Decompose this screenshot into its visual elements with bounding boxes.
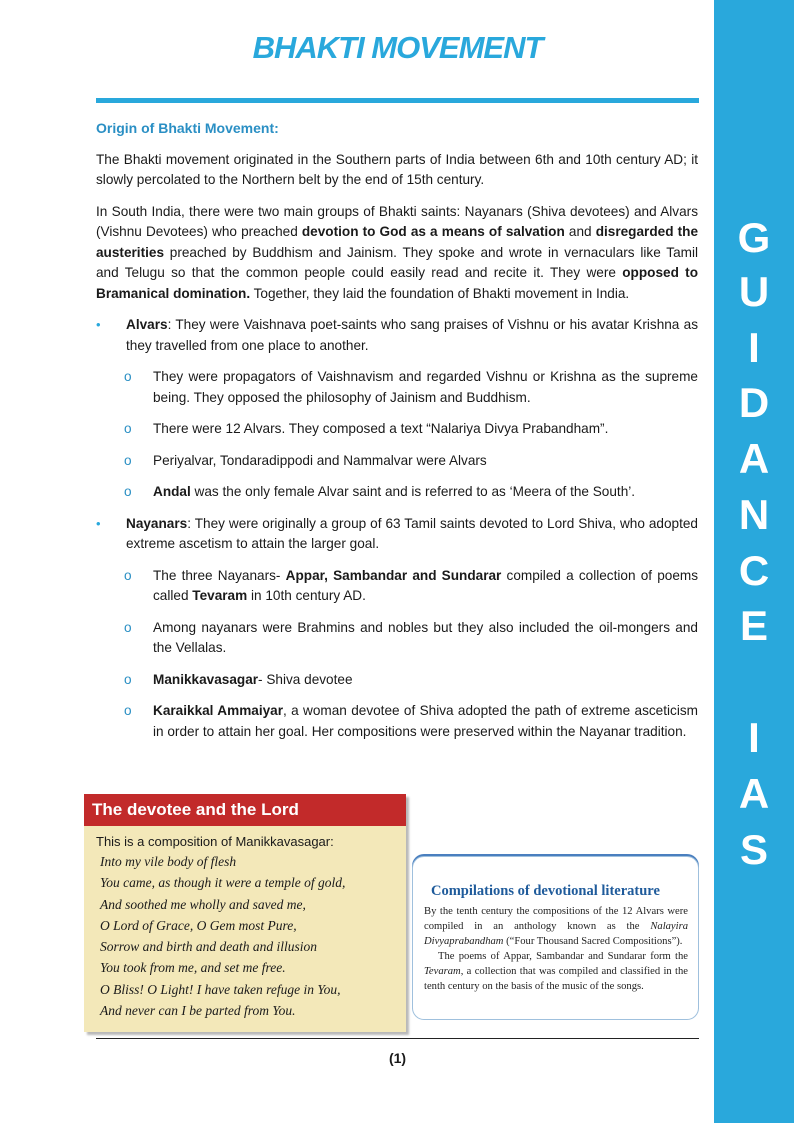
text-run: The three Nayanars- <box>153 567 286 583</box>
page-title: BHAKTI MOVEMENT <box>252 30 543 65</box>
text-run: preached by Buddhism and Jainism. They spoke and wrote in vernaculars like Tamil and Telugu so that the common people could easily read and recite it. They were <box>96 244 698 280</box>
bold-text: opposed to Bramanical domination. <box>96 265 699 301</box>
sidebar-letter: G <box>737 214 771 261</box>
bullet-nayanars <box>96 514 698 555</box>
bold-text: Manikkavasagar <box>153 671 259 687</box>
sidebar-letter: I <box>748 324 760 371</box>
sidebar-letter: E <box>739 602 768 649</box>
bullet-label: Nayanars <box>126 515 188 531</box>
sub-item-text: They were propagators of Vaishnavism and regarded Vishnu or Krishna as the supreme being. They opposed the philosophy of Jainism and Buddhism. <box>153 369 698 405</box>
sub-item <box>96 419 698 440</box>
compilations-box <box>412 856 699 1020</box>
title-divider <box>96 98 699 103</box>
sub-bullet-icon: o <box>124 671 132 687</box>
bold-text: Karaikkal Ammaiyar <box>153 703 284 718</box>
sub-item-text: There were 12 Alvars. They composed a text “Nalariya Divya Prabandham”. <box>153 421 609 436</box>
sub-item <box>96 618 698 659</box>
bullet-icon: • <box>96 515 101 531</box>
poem-line: O Lord of Grace, O Gem most Pure, <box>100 917 297 933</box>
text-run: The poems of Appar, Sambandar and Sundarar form the <box>438 951 688 962</box>
bullet-text: : They were originally a group of 63 Tamil saints devoted to Lord Shiva, who adopted extreme ascetism to attain the larger goal. <box>126 515 698 551</box>
box-heading: The devotee and the Lord <box>84 794 406 826</box>
box-text <box>413 949 698 994</box>
poem <box>84 849 406 1021</box>
sidebar-letter: A <box>738 435 770 482</box>
poem-line: Sorrow and birth and death and illusion <box>100 939 318 955</box>
sub-item-text: Periyalvar, Tondaradippodi and Nammalvar were Alvars <box>153 452 487 468</box>
sub-bullet-icon: o <box>124 421 132 436</box>
sidebar-letter: C <box>738 547 770 594</box>
bold-text: Tevaram <box>192 588 248 603</box>
sub-item-text: was the only female Alvar saint and is referred to as ‘Meera of the South’. <box>190 484 636 499</box>
sidebar-letter: N <box>738 491 770 538</box>
text-run: compiled a collection of poems called <box>153 567 699 603</box>
sub-item <box>96 367 698 408</box>
bold-text: devotion to God as a means of salvation <box>301 224 565 239</box>
text-run: and <box>564 224 596 239</box>
sub-bullet-icon: o <box>124 703 132 718</box>
sub-item <box>96 482 698 503</box>
sub-bullet-icon: o <box>124 567 132 583</box>
text-run: In South India, there were two main groups of Bhakti saints: Nayanars (Shiva devotees) and Alvars (Vishnu Devotees) who preached <box>96 203 698 239</box>
italic-text: Tevaram <box>424 966 461 977</box>
text-run: (“Four Thousand Sacred Compositions”). <box>503 936 683 947</box>
sub-bullet-icon: o <box>124 452 132 468</box>
sub-item <box>96 451 698 472</box>
footer-divider <box>96 1038 699 1039</box>
box-heading: Compilations of devotional literature <box>431 883 660 899</box>
text-run: By the tenth century the compositions of the 12 Alvars were compiled in an anthology known as the <box>424 906 688 932</box>
main-content <box>96 118 698 753</box>
devotee-lord-box <box>84 794 406 1032</box>
poem-line: You took from me, and set me free. <box>100 960 286 976</box>
sidebar-letter: I <box>748 714 760 761</box>
bullet-label: Alvars <box>126 317 168 332</box>
intro-paragraph: The Bhakti movement originated in the Southern parts of India between 6th and 10th century AD; it slowly percolated to the Northern belt by the end of 15th century. <box>96 151 698 187</box>
poem-line: And never can I be parted from You. <box>100 1003 296 1019</box>
sub-bullet-icon: o <box>124 619 132 635</box>
poem-line: You came, as though it were a temple of gold, <box>100 875 346 891</box>
text-run: in 10th century AD. <box>247 588 366 603</box>
bullet-icon: • <box>96 317 101 332</box>
bullet-text: : They were Vaishnava poet-saints who sang praises of Vishnu or his avatar Krishna as they travelled from one place to another. <box>126 317 698 353</box>
sub-item <box>96 701 698 742</box>
section-heading: Origin of Bhakti Movement: <box>96 120 279 136</box>
box-intro: This is a composition of Manikkavasagar: <box>96 834 334 849</box>
sidebar-letter: U <box>738 268 770 315</box>
sub-item-text: , a woman devotee of Shiva adopted the path of extreme asceticism in order to attain her goal. Her compositions were preserved within the Nayanar tradition. <box>153 703 698 739</box>
sidebar-letter: S <box>739 826 768 873</box>
poem-line: Into my vile body of flesh <box>100 854 237 869</box>
bold-text: Andal <box>153 484 191 499</box>
sub-bullet-icon: o <box>124 484 132 499</box>
bold-text: Appar, Sambandar and Sundarar <box>285 567 502 583</box>
bold-text: disregarded the austerities <box>96 224 698 260</box>
bullet-alvars <box>96 315 698 356</box>
text-run: Together, they laid the foundation of Bhakti movement in India. <box>250 285 630 301</box>
sidebar-letter: A <box>738 770 770 817</box>
south-india-paragraph <box>96 202 698 305</box>
text-run: , a collection that was compiled and classified in the tenth century on the basis of the music of the songs. <box>424 966 688 992</box>
poem-line: O Bliss! O Light! I have taken refuge in You, <box>100 981 341 997</box>
box-text <box>413 904 698 949</box>
sub-bullet-icon: o <box>124 369 132 384</box>
sub-item <box>96 566 698 607</box>
brand-sidebar <box>714 0 794 1123</box>
sub-item-text: Among nayanars were Brahmins and nobles but they also included the oil-mongers and the Vellalas. <box>153 619 698 655</box>
sub-item <box>96 670 698 691</box>
sub-item-text: - Shiva devotee <box>258 671 353 687</box>
sidebar-letter: D <box>738 379 770 426</box>
italic-text: Nalayira Divyaprabandham <box>424 921 688 947</box>
page-number: (1) <box>388 1050 407 1066</box>
poem-line: And soothed me wholly and saved me, <box>100 896 306 912</box>
